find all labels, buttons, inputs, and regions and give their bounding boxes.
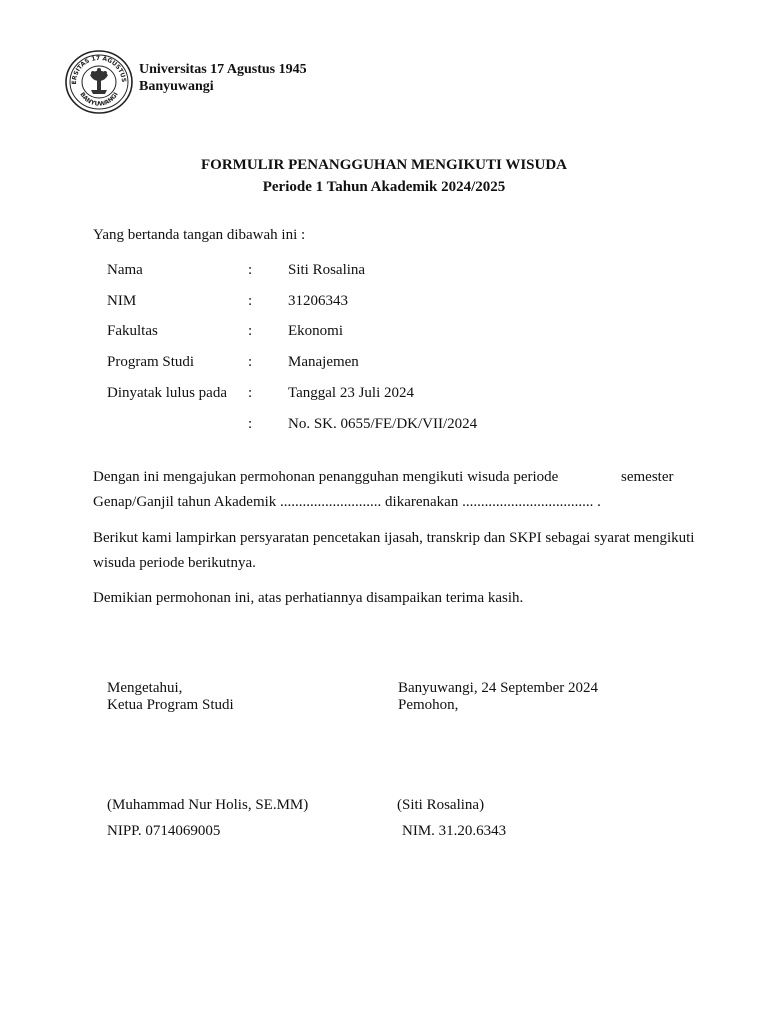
field-label-nim: NIM bbox=[107, 293, 137, 309]
signature-right-role: Pemohon, bbox=[398, 697, 459, 713]
paragraph-attachment-line1: Berikut kami lampirkan persyaratan pencetakan ijasah, transkrip dan SKPI sebagai syarat mengikuti bbox=[93, 530, 695, 546]
signature-right-place-date: Banyuwangi, 24 September 2024 bbox=[398, 680, 598, 696]
field-value-tanggal-lulus: Tanggal 23 Juli 2024 bbox=[288, 385, 415, 401]
university-name: Universitas 17 Agustus 1945 bbox=[139, 62, 307, 77]
paragraph-attachment-line2: wisuda periode berikutnya. bbox=[93, 555, 256, 571]
field-value-nama: Siti Rosalina bbox=[288, 262, 366, 278]
signature-left-role: Ketua Program Studi bbox=[107, 697, 234, 713]
field-colon: : bbox=[248, 416, 253, 432]
paragraph-closing: Demikian permohonan ini, atas perhatiannya disampaikan terima kasih. bbox=[93, 590, 524, 606]
field-colon: : bbox=[248, 262, 253, 278]
form-subtitle: Periode 1 Tahun Akademik 2024/2025 bbox=[262, 179, 506, 195]
paragraph-request-line2: Genap/Ganjil tahun Akademik ........................... dikarenakan ................................... . bbox=[93, 494, 601, 510]
field-label-program-studi: Program Studi bbox=[107, 354, 195, 370]
signature-right-name: (Siti Rosalina) bbox=[397, 797, 485, 813]
svg-text:BANYUWANGI: BANYUWANGI bbox=[78, 91, 120, 108]
form-title: FORMULIR PENANGGUHAN MENGIKUTI WISUDA bbox=[201, 157, 567, 173]
signature-left-label: Mengetahui, bbox=[107, 680, 183, 696]
field-label-fakultas: Fakultas bbox=[107, 323, 158, 339]
field-value-program-studi: Manajemen bbox=[288, 354, 359, 370]
field-value-no-sk: No. SK. 0655/FE/DK/VII/2024 bbox=[288, 416, 478, 432]
signature-right-id: NIM. 31.20.6343 bbox=[402, 823, 507, 839]
field-colon: : bbox=[248, 354, 253, 370]
field-colon: : bbox=[248, 323, 253, 339]
field-colon: : bbox=[248, 385, 253, 401]
university-seal-logo bbox=[64, 49, 134, 115]
signature-left-id: NIPP. 0714069005 bbox=[107, 823, 221, 839]
paragraph-request-semester: semester bbox=[621, 469, 674, 485]
svg-text:UNIVERSITAS 17 AGUSTUS 1945: ERSITAS 17 AGUSTUS bbox=[70, 54, 128, 85]
field-label-lulus: Dinyatak lulus pada bbox=[107, 385, 227, 401]
field-label-nama: Nama bbox=[107, 262, 143, 278]
university-city: Banyuwangi bbox=[139, 79, 214, 94]
paragraph-request-line1: Dengan ini mengajukan permohonan penangguhan mengikuti wisuda periode bbox=[93, 469, 559, 485]
field-value-nim: 31206343 bbox=[288, 293, 348, 309]
field-value-fakultas: Ekonomi bbox=[288, 323, 343, 339]
field-colon: : bbox=[248, 293, 253, 309]
signature-left-name: (Muhammad Nur Holis, SE.MM) bbox=[107, 797, 309, 813]
intro-text: Yang bertanda tangan dibawah ini : bbox=[93, 227, 306, 243]
